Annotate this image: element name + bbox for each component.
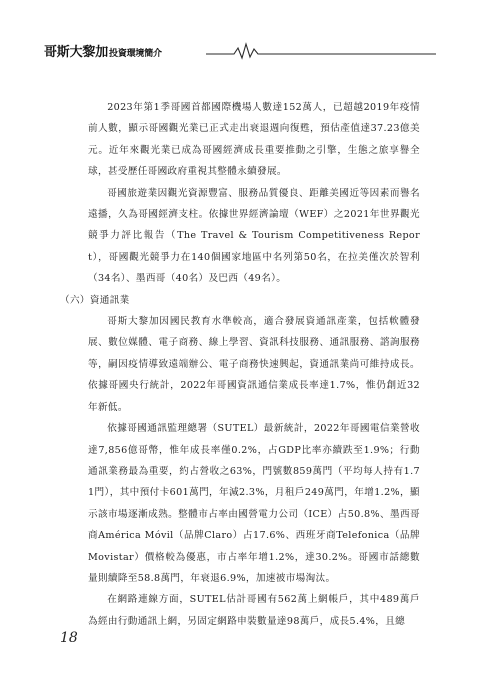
paragraph-telecom-statistics: 依據哥國通訊監理總署（SUTEL）最新統計，2022年哥國電信業營收達7,856億哥幣，惟年成長率僅0.2%，占GDP比率亦續跌至1.9%；行動通訊業務最為重要，約占營收之63%，門號數859萬門（平均每人持有1.71門），其中預付卡601萬門，年減2.3%，月租戶249萬門，年增1.2%，顯示該市場逐漸成熟。整體市占率由國營電力公司（ICE）占50.8%、墨西哥商América Móvil（品牌Claro）占17.6%、西班牙商Telefonica（品牌Movistar）價格較為優惠，市占率年增1.2%，達30.2%。哥國市話總數量則續降至58.8萬門，年衰退6.9%，加速被市場淘汰。: [88, 423, 420, 584]
page-number: 18: [60, 630, 78, 646]
paragraph-tourism-competitiveness: 哥國旅遊業因觀光資源豐富、服務品質優良、距離美國近等因素而譽名遠播，久為哥國經濟支柱。依據世界經濟論壇（WEF）之2021年世界觀光競爭力評比報告（The Travel & Tourism Competitiveness Report），哥國觀光競爭力在140個國家地區中名列第50名，在拉美僅次於智利（34名）、墨西哥（40名）及巴西（49名）。: [88, 187, 420, 285]
paragraph-internet-connections: 在網路連線方面，SUTEL估計哥國有562萬上網帳戶，其中489萬戶為經由行動通訊上網，另固定網路申裝數量達98萬戶，成長5.4%，且總: [88, 594, 420, 627]
paragraph-tourism-recovery: 2023年第1季哥國首都國際機場人數達152萬人，已超越2019年疫情前人數，顯示哥國觀光業已正式走出衰退週向復甦，預估產值達37.23億美元。近年來觀光業已成為哥國經濟成長重要推動之引擎，生態之旅享譽全球，甚受歷任哥國政府重視其整體永續發展。: [88, 102, 420, 178]
heartbeat-line-decoration: [206, 40, 436, 60]
header-title-main: 哥斯大黎加: [44, 45, 109, 60]
header-title-sub: 投資環境簡介: [109, 49, 162, 59]
paragraph-ict-overview: 哥斯大黎加因國民教育水準較高，適合發展資通訊產業，包括軟體發展、數位媒體、電子商務、線上學習、資訊科技服務、通訊服務、諮詢服務等，嗣因疫情導致遠端辦公、電子商務快速興起，資通訊業尚可維持成長。依據哥國央行統計，2022年哥國資訊通信業成長率達1.7%，惟仍創近32年新低。: [88, 316, 420, 413]
section-heading-ict: （六）資通訊業: [60, 294, 130, 306]
body-text: [60, 97, 420, 632]
header-title: [44, 41, 162, 60]
running-header: [44, 40, 436, 60]
